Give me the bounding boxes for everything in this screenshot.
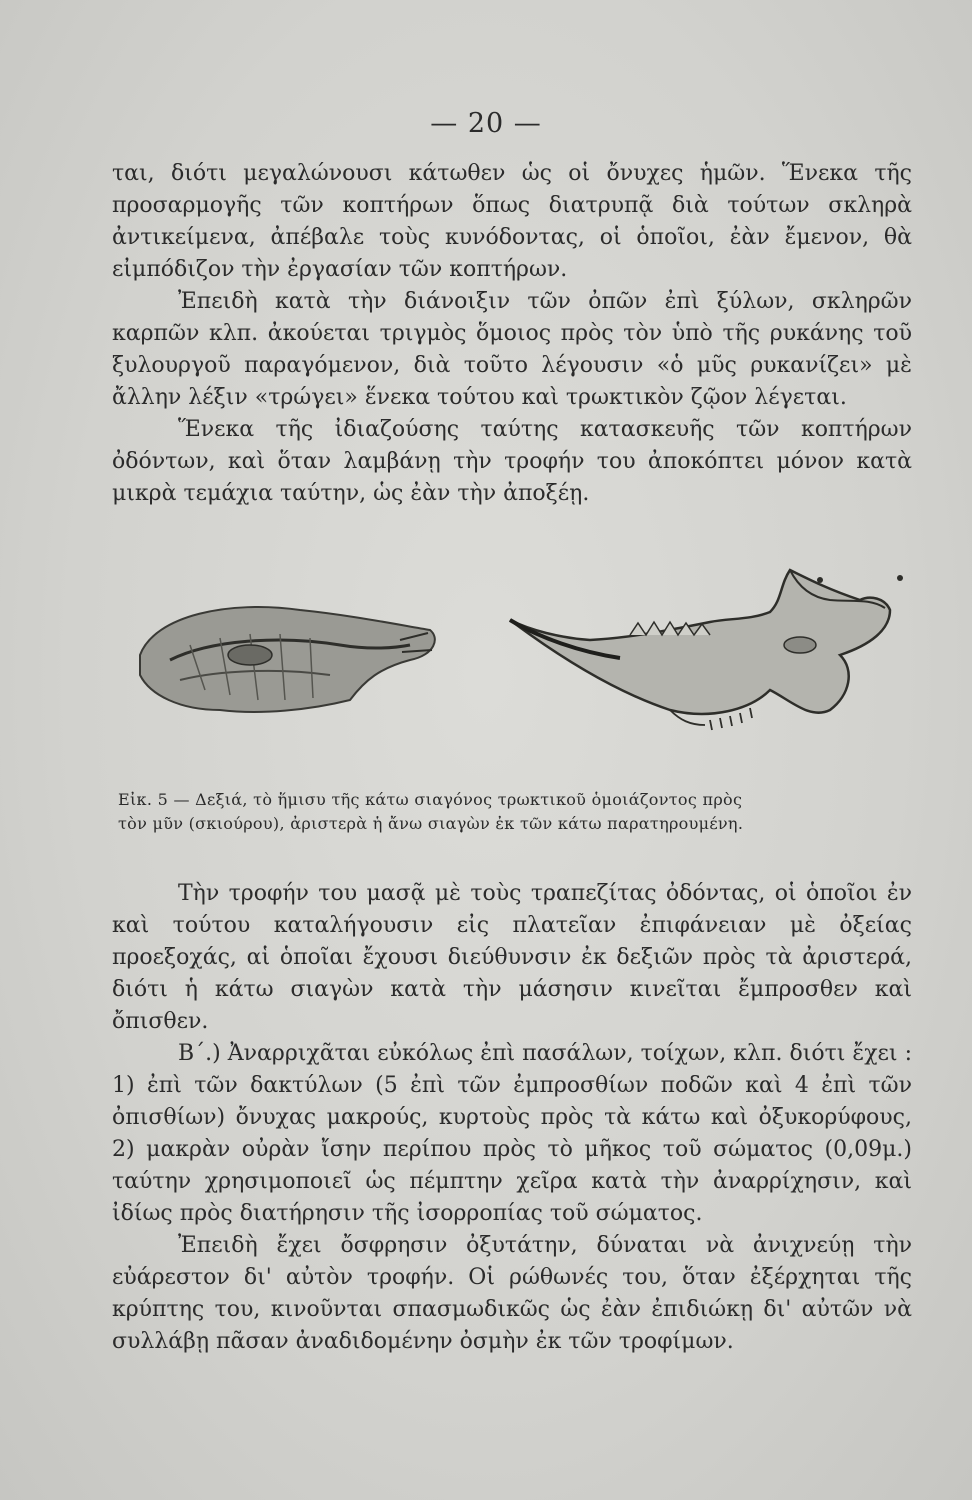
jaw-illustration — [110, 560, 910, 780]
caption-line-1: Εἰκ. 5 — Δεξιά, τὸ ἥμισυ τῆς κάτω σιαγόνος τρωκτικοῦ ὁμοιάζοντος πρὸς — [118, 790, 743, 809]
paragraph-climbing: Β΄.) Ἀναρριχᾶται εὐκόλως ἐπὶ πασάλων, τοίχων, κλπ. διότι ἔχει : 1) ἐπὶ τῶν δακτύλων (5 ἐπὶ τῶν ἐμπροσθίων ποδῶν καὶ 4 ἐπὶ τῶν ὀπισθίων) ὄνυχας μακρούς, κυρτοὺς πρὸς τὰ κάτω καὶ ὀξυκορύφους, 2) μακρὰν οὐρὰν ἴσην περίπου πρὸς τὸ μῆκος τοῦ σώματος (0,09μ.) ταύτην χρησιμοποιεῖ ὡς πέμπτην χεῖρα κατὰ τὴν ἀναρρίχησιν, καὶ ἰδίως πρὸς διατήρησιν τῆς ἰσορροπίας τοῦ σώματος. — [112, 1041, 912, 1226]
paragraph-chewing: Τὴν τροφήν του μασᾷ μὲ τοὺς τραπεζίτας ὀδόντας, οἱ ὁποῖοι ἐν καὶ τούτου καταλήγουσιν εἰς πλατεῖαν ἐπιφάνειαν μὲ ὀξείας προεξοχάς, αἱ ὁποῖαι ἔχουσι διεύθυνσιν ἐκ δεξιῶν πρὸς τὰ ἀριστερά, διότι ἡ κάτω σιαγὼν κατὰ τὴν μάσησιν κινεῖται ἔμπροσθεν καὶ ὄπισθεν. — [112, 881, 912, 1034]
figure-rodent-jaws — [110, 560, 910, 780]
caption-line-2: τὸν μῦν (σκιούρου), ἀριστερὰ ἡ ἄνω σιαγὼν ἐκ τῶν κάτω παρατηρουμένη. — [118, 814, 744, 833]
paragraph-smell: Ἐπειδὴ ἔχει ὄσφρησιν ὀξυτάτην, δύναται νὰ ἀνιχνεύῃ τὴν εὐάρεστον δι' αὐτὸν τροφήν. Οἱ ρώθωνές του, ὅταν ἐξέρχηται τῆς κρύπτης του, κινοῦνται σπασμωδικῶς ὡς ἐὰν ἐπιδιώκῃ δι' αὐτῶν νὰ συλλάβῃ πᾶσαν ἀναδιδομένην ὀσμὴν ἐκ τῶν τροφίμων. — [112, 1233, 912, 1354]
text-block-top — [112, 158, 912, 510]
lower-jaw-drawing — [510, 570, 903, 730]
paragraph-gnawing-sound: Ἐπειδὴ κατὰ τὴν διάνοιξιν τῶν ὀπῶν ἐπὶ ξύλων, σκληρῶν καρπῶν κλπ. ἀκούεται τριγμὸς ὅμοιος πρὸς τὸν ὑπὸ τῆς ρυκάνης τοῦ ξυλουργοῦ παραγόμενον, διὰ τοῦτο λέγουσιν «ὁ μῦς ρυκανίζει» μὲ ἄλλην λέξιν «τρώγει» ἕνεκα τούτου καὶ τρωκτικὸν ζῷον λέγεται. — [112, 289, 912, 410]
figure-caption — [118, 788, 918, 836]
text-block-bottom — [112, 878, 912, 1358]
paragraph-incisor-structure: Ἕνεκα τῆς ἰδιαζούσης ταύτης κατασκευῆς τῶν κοπτήρων ὀδόντων, καὶ ὅταν λαμβάνῃ τὴν τροφήν του ἀποκόπτει μόνον κατὰ μικρὰ τεμάχια ταύτην, ὡς ἐὰν τὴν ἀποξέῃ. — [112, 417, 912, 506]
upper-jaw-drawing — [140, 607, 435, 712]
paragraph-continuation: ται, διότι μεγαλώνουσι κάτωθεν ὡς οἱ ὄνυχες ἡμῶν. Ἕνεκα τῆς προσαρμογῆς τῶν κοπτήρων ὅπως διατρυπᾷ διὰ τούτων σκληρὰ ἀντικείμενα, ἀπέβαλε τοὺς κυνόδοντας, οἱ ὁποῖοι, ἐὰν ἔμενον, θὰ εἰμπόδιζον τὴν ἐργασίαν τῶν κοπτήρων. — [112, 161, 912, 282]
page-number: — 20 — — [430, 108, 542, 139]
